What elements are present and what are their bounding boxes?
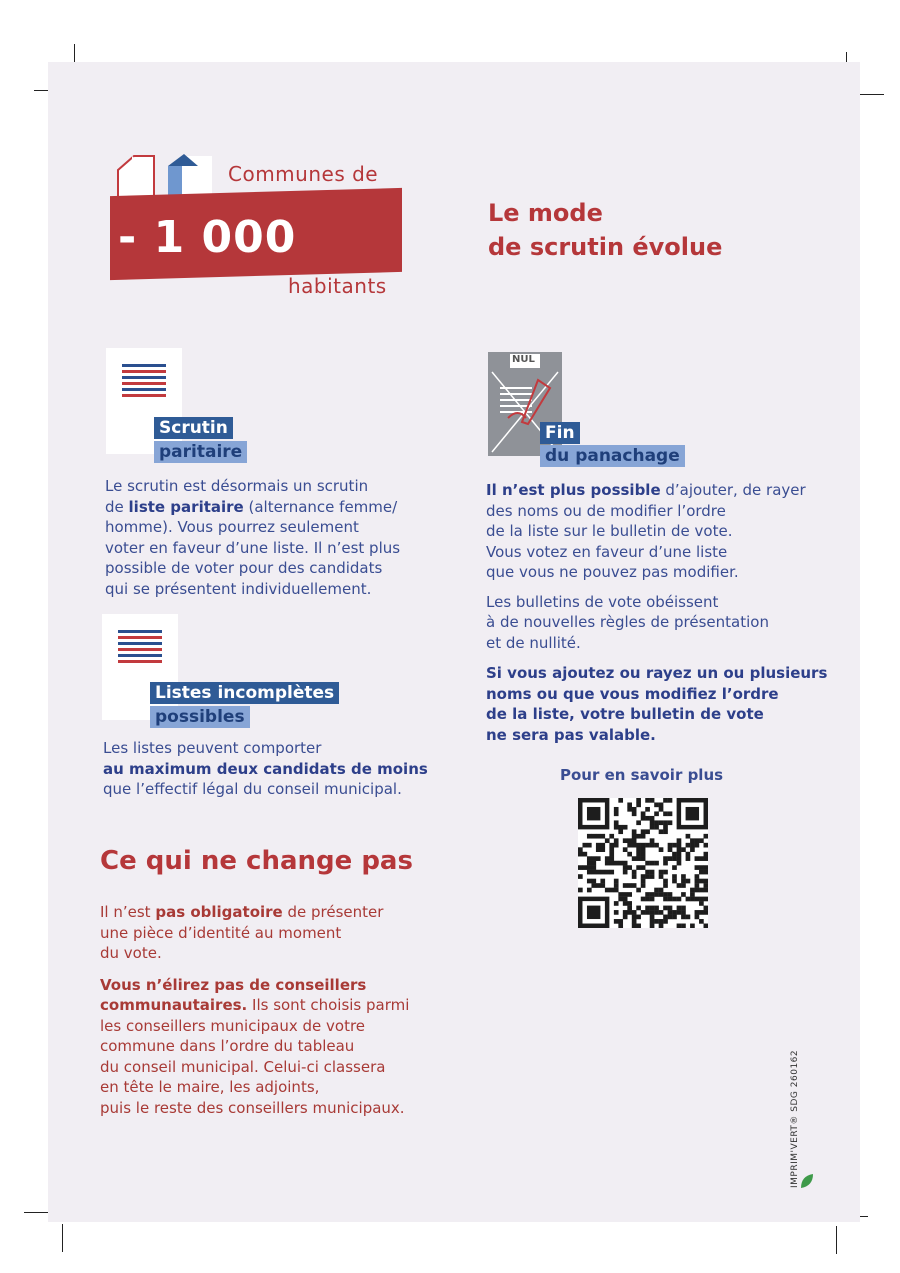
logo-top-text: Communes de: [228, 162, 379, 186]
imprint-label: IMPRIM'VERT® SDG 260162: [790, 1049, 800, 1188]
tag-paritaire: paritaire: [154, 441, 247, 463]
page-title: [488, 196, 722, 264]
fin-panachage-text: Il n’est plus possible d’ajouter, de rayer des noms ou de modifier l’ordre de la liste sur le bulletin de vote. Vous votez en faveur d’une liste que vous ne pouvez pas modifier. Les bulletins de vote obéissent à de nouvelles règles de présentation et de nullité. Si vous ajoutez ou rayez un ou plusieurs noms ou que vous modifiez l’ordre de la liste, votre bulletin de vote ne sera pas valable.: [486, 481, 828, 744]
logo-number: - 1 000: [118, 212, 297, 263]
crop-mark: [62, 1224, 63, 1252]
crop-mark: [836, 1226, 837, 1254]
more-info-caption: Pour en savoir plus: [560, 766, 724, 784]
listes-incompletes-text: Les listes peuvent comporter au maximum deux candidats de moins que l’effectif légal du conseil municipal.: [103, 739, 428, 798]
title-line-2: de scrutin évolue: [488, 233, 723, 261]
section-title-unchanged: Ce qui ne change pas: [100, 846, 413, 876]
tag-fin: Fin: [540, 422, 580, 444]
tag-scrutin: Scrutin: [154, 417, 233, 439]
list-lines-icon: [118, 630, 162, 666]
title-line-1: Le mode: [488, 199, 603, 227]
ballot-lines-icon: [122, 364, 166, 400]
null-ballot-label: NUL: [512, 354, 535, 365]
scrutin-paritaire-text: Le scrutin est désormais un scrutin de liste paritaire (alternance femme/ homme). Vous pourrez seulement voter en faveur d’une liste. Il n’est plus possible de voter pour des candidats qui se présentent individuellement.: [105, 477, 401, 598]
logo-bottom-text: habitants: [288, 274, 387, 298]
tag-listes-incompletes: Listes incomplètes: [150, 682, 339, 704]
tag-du-panachage: du panachage: [540, 445, 685, 467]
qr-code-icon[interactable]: [578, 798, 708, 928]
crop-mark: [856, 94, 884, 95]
leaf-icon: [799, 1172, 815, 1190]
unchanged-text: Il n’est pas obligatoire de présenter une pièce d’identité au moment du vote. Vous n’élirez pas de conseillers communautaires. Ils sont choisis parmi les conseillers municipaux de votre commune dans l’ordre du tableau du conseil municipal. Celui-ci classera en tête le maire, les adjoints, puis le reste des conseillers municipaux.: [100, 903, 410, 1117]
tag-possibles: possibles: [150, 706, 250, 728]
